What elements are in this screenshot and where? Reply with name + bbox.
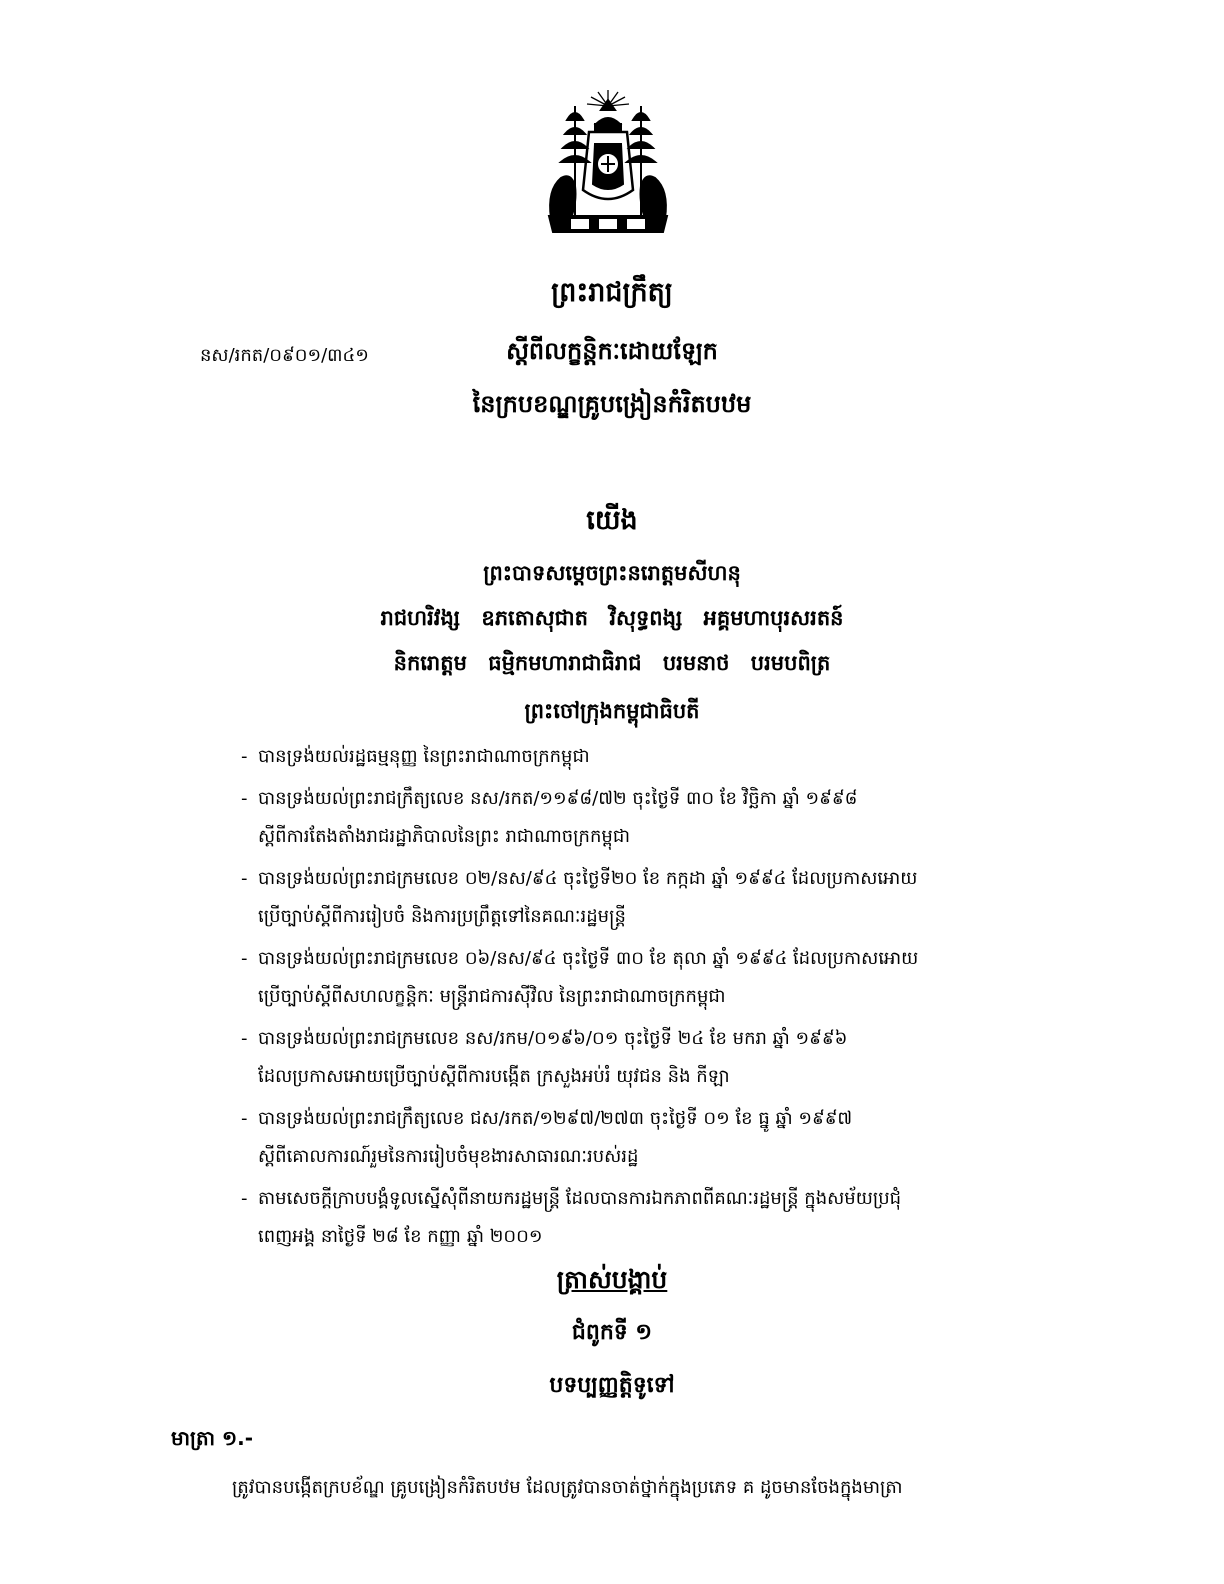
list-dash: - <box>241 1108 248 1129</box>
reference-text-continued: ស្តីពីគោលការណ៍រួមនៃការរៀបចំមុខងារសាធារណៈរបស់រដ្ឋ <box>258 1146 639 1167</box>
reference-text-continued: ពេញអង្គ នាថ្ងៃទី ២៨ ខែ កញ្ញា ឆ្នាំ ២០០១ <box>258 1226 543 1247</box>
reference-text: បានទ្រង់យល់ព្រះរាជក្រឹត្យលេខ នស/រកត/១១៩៨/៧២ ចុះថ្ងៃទី ៣០ ខែ វិច្ឆិកា ឆ្នាំ ១៩៩៨ <box>258 788 858 809</box>
chapter-title: បទប្បញ្ញត្តិទូទៅ <box>549 1373 675 1398</box>
reference-text: បានទ្រង់យល់ព្រះរាជក្រមលេខ ០៦/នស/៩៤ ចុះថ្ងៃទី ៣០ ខែ តុលា ឆ្នាំ ១៩៩៤ ដែលប្រកាសអោយ <box>258 948 919 969</box>
list-dash: - <box>241 746 248 767</box>
king-title-line-2: រាជហរិវង្ស ឧភតោសុជាត វិសុទ្ធពង្ស អគ្គមហាបុរសរតន៍ <box>380 606 844 630</box>
list-dash: - <box>241 1028 248 1049</box>
subtitle-line-2: នៃក្របខណ្ឌគ្រូបង្រៀនកំរិតបឋម <box>472 390 752 418</box>
king-title-line-1: ព្រះបាទសម្តេចព្រះនរោត្តមសីហនុ <box>483 561 741 585</box>
list-item <box>243 1100 1043 1176</box>
list-item <box>243 1020 1043 1096</box>
reference-text: បានទ្រង់យល់ព្រះរាជក្រមលេខ នស/រកម/០១៩៦/០១ ចុះថ្ងៃទី ២៤ ខែ មករា ឆ្នាំ ១៩៩៦ <box>258 1028 848 1049</box>
list-item <box>243 1180 1043 1256</box>
list-item <box>243 738 1043 776</box>
reference-text: តាមសេចក្តីក្រាបបង្គំទូលស្នើសុំពីនាយករដ្ឋមន្ត្រី ដែលបានការឯកភាពពីគណៈរដ្ឋមន្ត្រី ក្នុងសម័យប្រជុំ <box>258 1188 902 1209</box>
we-heading: យើង <box>586 505 638 536</box>
reference-number: នស/រកត/០៩០១/៣៤១ <box>200 345 369 366</box>
legal-references-list <box>243 738 1043 1260</box>
king-title-line-3: និករោត្តម ធម្មិកមហារាជាធិរាជ បរមនាថ បរមបពិត្រ <box>393 651 831 675</box>
article-label: មាត្រា ១.- <box>171 1426 254 1450</box>
list-item <box>243 780 1043 856</box>
list-dash: - <box>241 948 248 969</box>
list-item <box>243 940 1043 1016</box>
reference-text-continued: ប្រើច្បាប់ស្តីពីការរៀបចំ និងការប្រព្រឹត្តទៅនៃគណៈរដ្ឋមន្ត្រី <box>258 906 626 927</box>
list-item <box>243 860 1043 936</box>
subtitle-line-1: ស្តីពីលក្ខន្តិកៈដោយឡែក <box>506 337 718 365</box>
reference-text: បានទ្រង់យល់រដ្ឋធម្មនុញ្ញ នៃព្រះរាជាណាចក្រកម្ពុជា <box>258 746 590 767</box>
reference-text-continued: ដែលប្រកាសអោយប្រើច្បាប់ស្តីពីការបង្កើត ក្រសួងអប់រំ យុវជន និង កីឡា <box>258 1066 730 1087</box>
chapter-heading: ជំពូកទី ១ <box>571 1320 653 1345</box>
list-dash: - <box>241 788 248 809</box>
list-dash: - <box>241 1188 248 1209</box>
reference-text: បានទ្រង់យល់ព្រះរាជក្រឹត្យលេខ ជស/រកត/១២៩៧/២៧៣ ចុះថ្ងៃទី ០១ ខែ ធ្នូ ឆ្នាំ ១៩៩៧ <box>258 1108 853 1129</box>
king-title-line-4: ព្រះចៅក្រុងកម្ពុជាធិបតី <box>524 699 700 723</box>
document-title: ព្រះរាជក្រឹត្យ <box>551 277 673 308</box>
article-text: ត្រូវបានបង្កើតក្របខ័ណ្ឌ គ្រូបង្រៀនកំរិតបឋម ដែលត្រូវបានចាត់ថ្នាក់ក្នុងប្រភេទ គ ដូចមានចែងក្នុងមាត្រា <box>232 1477 903 1498</box>
reference-text: បានទ្រង់យល់ព្រះរាជក្រមលេខ ០២/នស/៩៤ ចុះថ្ងៃទី២០ ខែ កក្កដា ឆ្នាំ ១៩៩៤ ដែលប្រកាសអោយ <box>258 868 918 889</box>
reference-text-continued: ប្រើច្បាប់ស្តីពីសហលក្ខន្តិកៈ មន្ត្រីរាជការស៊ីវិល នៃព្រះរាជាណាចក្រកម្ពុជា <box>258 986 726 1007</box>
list-dash: - <box>241 868 248 889</box>
decree-heading: ត្រាស់បង្គាប់ <box>556 1265 668 1294</box>
reference-text-continued: ស្តីពីការតែងតាំងរាជរដ្ឋាភិបាលនៃព្រះ រាជាណាចក្រកម្ពុជា <box>258 826 630 847</box>
royal-coat-of-arms-icon <box>541 86 675 236</box>
